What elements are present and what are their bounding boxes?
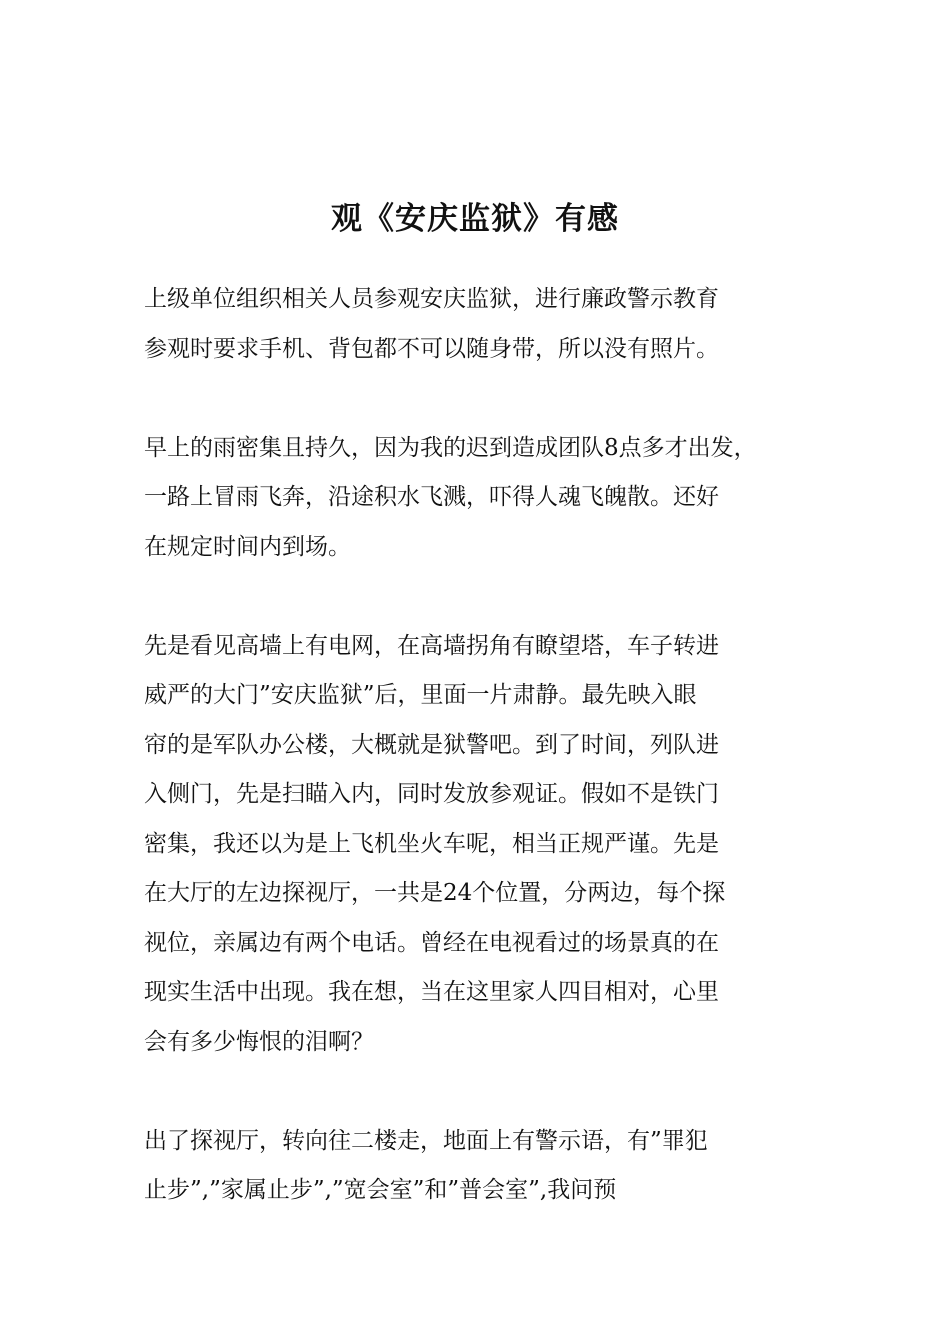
paragraph-line: 视位，亲属边有两个电话。曾经在电视看过的场景真的在 (144, 929, 719, 956)
paragraph-line: 一路上冒雨飞奔，沿途积水飞溅，吓得人魂飞魄散。还好 (144, 484, 719, 510)
paragraph-line: 威严的大门”安庆监狱”后，里面一片肃静。最先映入眼 (144, 682, 697, 708)
paragraph-4 (144, 1117, 816, 1216)
paragraph-line: 密集，我还以为是上飞机坐火车呢，相当正规严谨。先是 (144, 830, 719, 857)
document-title: 观《安庆监狱》有感 (331, 200, 619, 237)
paragraph-line: 上级单位组织相关人员参观安庆监狱，进行廉政警示教育 (144, 286, 719, 312)
paragraph-line: 会有多少悔恨的泪啊？ (144, 1028, 374, 1055)
paragraph-line: 入侧门，先是扫瞄入内，同时发放参观证。假如不是铁门 (144, 781, 719, 807)
paragraph-line: 早上的雨密集且持久，因为我的迟到造成团队8点多才出发， (144, 434, 757, 461)
paragraph-line: 止步”,”家属止步”,”宽会室”和”普会室”,我问预 (144, 1177, 617, 1203)
paragraph-2 (144, 424, 816, 573)
paragraph-line: 出了探视厅，转向往二楼走，地面上有警示语，有”罪犯 (144, 1127, 708, 1154)
document-body (144, 275, 816, 1265)
paragraph-line: 先是看见高墙上有电网，在高墙拐角有瞭望塔，车子转进 (144, 632, 719, 659)
paragraph-3 (144, 622, 816, 1068)
paragraph-1 (144, 275, 816, 374)
paragraph-line: 参观时要求手机、背包都不可以随身带，所以没有照片。 (144, 335, 719, 362)
paragraph-line: 在大厅的左边探视厅，一共是24个位置，分两边，每个探 (144, 880, 726, 906)
paragraph-line: 现实生活中出现。我在想，当在这里家人四目相对，心里 (144, 979, 719, 1005)
paragraph-line: 帘的是军队办公楼，大概就是狱警吧。到了时间，列队进 (144, 731, 719, 758)
paragraph-line: 在规定时间内到场。 (144, 533, 351, 560)
